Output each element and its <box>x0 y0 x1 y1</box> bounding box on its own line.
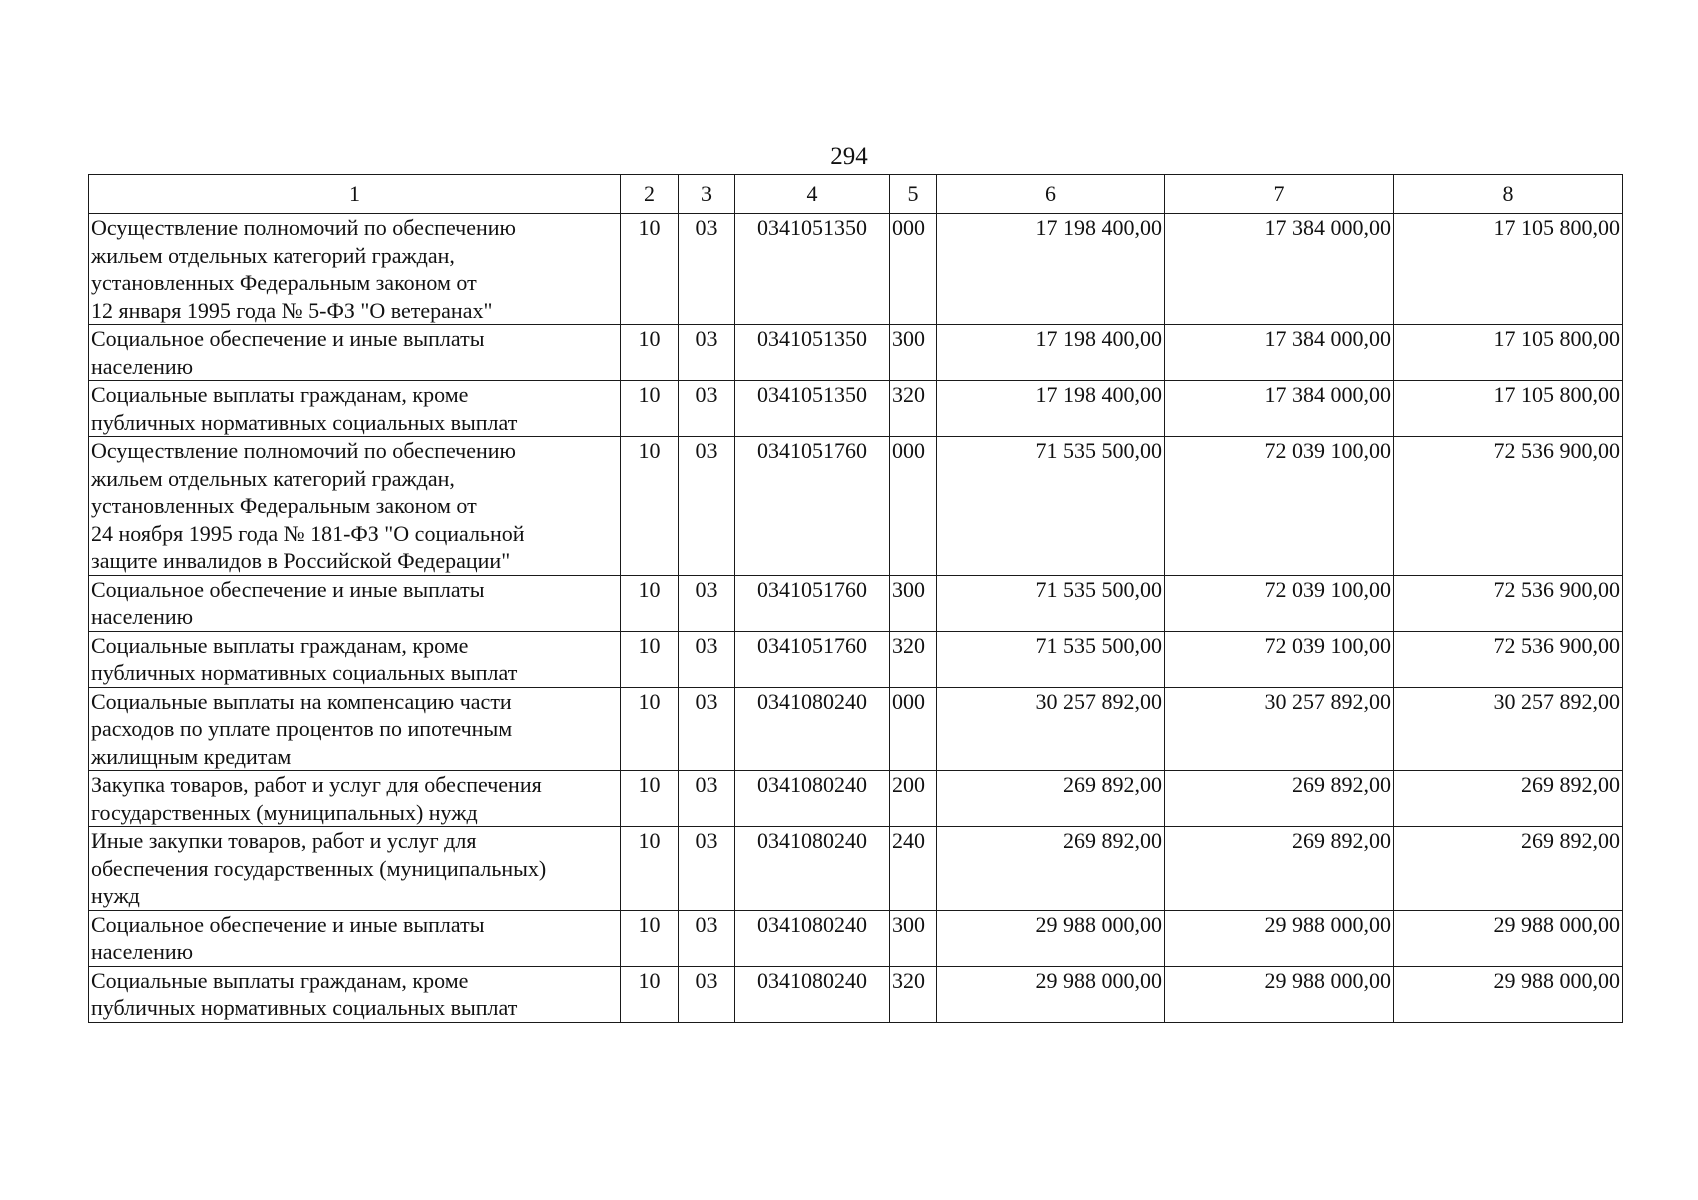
row-amount-col7: 72 039 100,00 <box>1165 631 1394 687</box>
row-name-line: публичных нормативных социальных выплат <box>91 409 518 435</box>
row-amount-col8: 72 536 900,00 <box>1394 437 1623 576</box>
row-name-line: Социальное обеспечение и иные выплаты <box>91 326 485 351</box>
row-subsection-code: 03 <box>679 381 735 437</box>
row-section-code: 10 <box>621 575 679 631</box>
row-name-line: Иные закупки товаров, работ и услуг для <box>91 828 477 853</box>
row-amount-col6: 71 535 500,00 <box>937 575 1165 631</box>
row-expense-type-code: 200 <box>890 771 937 827</box>
row-subsection-code: 03 <box>679 325 735 381</box>
row-amount-col6: 17 198 400,00 <box>937 325 1165 381</box>
row-section-code: 10 <box>621 771 679 827</box>
header-col-1: 1 <box>89 175 621 214</box>
row-name <box>89 827 621 911</box>
row-expense-type-code: 300 <box>890 910 937 966</box>
row-amount-col7: 29 988 000,00 <box>1165 966 1394 1022</box>
row-target-code: 0341051350 <box>735 381 890 437</box>
row-expense-type-code: 000 <box>890 214 937 325</box>
row-amount-col7: 72 039 100,00 <box>1165 437 1394 576</box>
row-name-line: населению <box>91 604 194 629</box>
header-col-8: 8 <box>1394 175 1623 214</box>
row-name-line: Осуществление полномочий по обеспечению <box>91 438 516 463</box>
row-section-code: 10 <box>621 214 679 325</box>
row-name <box>89 325 621 381</box>
row-target-code: 0341080240 <box>735 966 890 1022</box>
row-subsection-code: 03 <box>679 687 735 771</box>
table-row <box>89 910 1623 966</box>
table-row <box>89 631 1623 687</box>
header-col-3: 3 <box>679 175 735 214</box>
row-name-line: нужд <box>91 883 140 908</box>
row-section-code: 10 <box>621 910 679 966</box>
row-subsection-code: 03 <box>679 214 735 325</box>
header-col-4: 4 <box>735 175 890 214</box>
budget-table <box>88 174 1623 1023</box>
row-amount-col8: 17 105 800,00 <box>1394 325 1623 381</box>
row-name-line: Социальные выплаты гражданам, кроме <box>91 632 469 658</box>
row-subsection-code: 03 <box>679 910 735 966</box>
row-target-code: 0341080240 <box>735 910 890 966</box>
row-amount-col6: 17 198 400,00 <box>937 214 1165 325</box>
row-subsection-code: 03 <box>679 966 735 1022</box>
row-section-code: 10 <box>621 687 679 771</box>
row-name-line: жилищным кредитам <box>91 743 292 769</box>
table-row <box>89 827 1623 911</box>
row-amount-col8: 269 892,00 <box>1394 827 1623 911</box>
row-amount-col8: 29 988 000,00 <box>1394 966 1623 1022</box>
row-name <box>89 771 621 827</box>
row-section-code: 10 <box>621 827 679 911</box>
row-amount-col7: 17 384 000,00 <box>1165 381 1394 437</box>
row-name-line: установленных Федеральным законом от <box>91 493 477 518</box>
row-amount-col7: 17 384 000,00 <box>1165 214 1394 325</box>
table-header <box>89 175 1623 214</box>
page-number: 294 <box>830 143 868 170</box>
row-amount-col8: 17 105 800,00 <box>1394 381 1623 437</box>
table-row <box>89 381 1623 437</box>
row-name <box>89 437 621 576</box>
row-name-line: защите инвалидов в Российской Федерации" <box>91 548 511 573</box>
row-expense-type-code: 000 <box>890 437 937 576</box>
row-expense-type-code: 320 <box>890 381 937 437</box>
row-name <box>89 631 621 687</box>
row-subsection-code: 03 <box>679 631 735 687</box>
row-amount-col7: 17 384 000,00 <box>1165 325 1394 381</box>
row-amount-col7: 29 988 000,00 <box>1165 910 1394 966</box>
row-name-line: Социальные выплаты гражданам, кроме <box>91 382 469 407</box>
row-amount-col8: 29 988 000,00 <box>1394 910 1623 966</box>
row-amount-col6: 71 535 500,00 <box>937 631 1165 687</box>
row-name-line: обеспечения государственных (муниципальных) <box>91 855 547 881</box>
header-col-2: 2 <box>621 175 679 214</box>
row-section-code: 10 <box>621 325 679 381</box>
row-name <box>89 966 621 1022</box>
row-name <box>89 910 621 966</box>
row-amount-col6: 269 892,00 <box>937 827 1165 911</box>
row-name-line: 24 ноября 1995 года № 181-ФЗ "О социальной <box>91 520 525 546</box>
row-section-code: 10 <box>621 381 679 437</box>
table-row <box>89 437 1623 576</box>
row-amount-col7: 30 257 892,00 <box>1165 687 1394 771</box>
row-target-code: 0341051760 <box>735 631 890 687</box>
row-subsection-code: 03 <box>679 827 735 911</box>
row-expense-type-code: 300 <box>890 325 937 381</box>
row-name <box>89 575 621 631</box>
row-name-line: 12 января 1995 года № 5-ФЗ "О ветеранах" <box>91 297 493 323</box>
row-expense-type-code: 240 <box>890 827 937 911</box>
row-name-line: жильем отдельных категорий граждан, <box>91 242 455 268</box>
row-expense-type-code: 000 <box>890 687 937 771</box>
row-name-line: Социальные выплаты на компенсацию части <box>91 688 512 714</box>
row-section-code: 10 <box>621 631 679 687</box>
table-row <box>89 771 1623 827</box>
row-expense-type-code: 300 <box>890 575 937 631</box>
row-section-code: 10 <box>621 966 679 1022</box>
row-amount-col6: 30 257 892,00 <box>937 687 1165 771</box>
row-name-line: населению <box>91 353 194 379</box>
row-amount-col6: 29 988 000,00 <box>937 966 1165 1022</box>
row-expense-type-code: 320 <box>890 966 937 1022</box>
row-name-line: жильем отдельных категорий граждан, <box>91 465 455 491</box>
row-name-line: населению <box>91 939 194 964</box>
row-name-line: Социальное обеспечение и иные выплаты <box>91 911 485 937</box>
header-col-6: 6 <box>937 175 1165 214</box>
row-name-line: Социальные выплаты гражданам, кроме <box>91 967 469 993</box>
table-row <box>89 966 1623 1022</box>
row-target-code: 0341051350 <box>735 325 890 381</box>
row-target-code: 0341051760 <box>735 575 890 631</box>
header-col-5: 5 <box>890 175 937 214</box>
row-amount-col8: 269 892,00 <box>1394 771 1623 827</box>
row-name-line: расходов по уплате процентов по ипотечным <box>91 716 513 741</box>
row-section-code: 10 <box>621 437 679 576</box>
row-name-line: государственных (муниципальных) нужд <box>91 799 478 825</box>
row-subsection-code: 03 <box>679 437 735 576</box>
row-expense-type-code: 320 <box>890 631 937 687</box>
row-amount-col8: 72 536 900,00 <box>1394 575 1623 631</box>
row-subsection-code: 03 <box>679 771 735 827</box>
row-amount-col6: 269 892,00 <box>937 771 1165 827</box>
row-amount-col7: 72 039 100,00 <box>1165 575 1394 631</box>
row-target-code: 0341080240 <box>735 827 890 911</box>
row-amount-col7: 269 892,00 <box>1165 771 1394 827</box>
row-amount-col8: 72 536 900,00 <box>1394 631 1623 687</box>
header-row <box>89 175 1623 214</box>
row-amount-col8: 17 105 800,00 <box>1394 214 1623 325</box>
table-row <box>89 575 1623 631</box>
row-target-code: 0341051350 <box>735 214 890 325</box>
row-name-line: публичных нормативных социальных выплат <box>91 995 518 1020</box>
row-name-line: публичных нормативных социальных выплат <box>91 660 518 685</box>
table-row <box>89 325 1623 381</box>
row-name-line: Осуществление полномочий по обеспечению <box>91 215 516 240</box>
table-row <box>89 687 1623 771</box>
table-row <box>89 214 1623 325</box>
row-target-code: 0341080240 <box>735 771 890 827</box>
row-amount-col7: 269 892,00 <box>1165 827 1394 911</box>
row-amount-col6: 17 198 400,00 <box>937 381 1165 437</box>
row-amount-col6: 71 535 500,00 <box>937 437 1165 576</box>
header-col-7: 7 <box>1165 175 1394 214</box>
row-subsection-code: 03 <box>679 575 735 631</box>
row-amount-col6: 29 988 000,00 <box>937 910 1165 966</box>
row-amount-col8: 30 257 892,00 <box>1394 687 1623 771</box>
row-name-line: Закупка товаров, работ и услуг для обеспечения <box>91 772 542 797</box>
row-name <box>89 687 621 771</box>
row-name <box>89 381 621 437</box>
row-name-line: Социальное обеспечение и иные выплаты <box>91 576 485 602</box>
row-name-line: установленных Федеральным законом от <box>91 270 477 295</box>
row-name <box>89 214 621 325</box>
table-body <box>89 214 1623 1023</box>
row-target-code: 0341080240 <box>735 687 890 771</box>
row-target-code: 0341051760 <box>735 437 890 576</box>
